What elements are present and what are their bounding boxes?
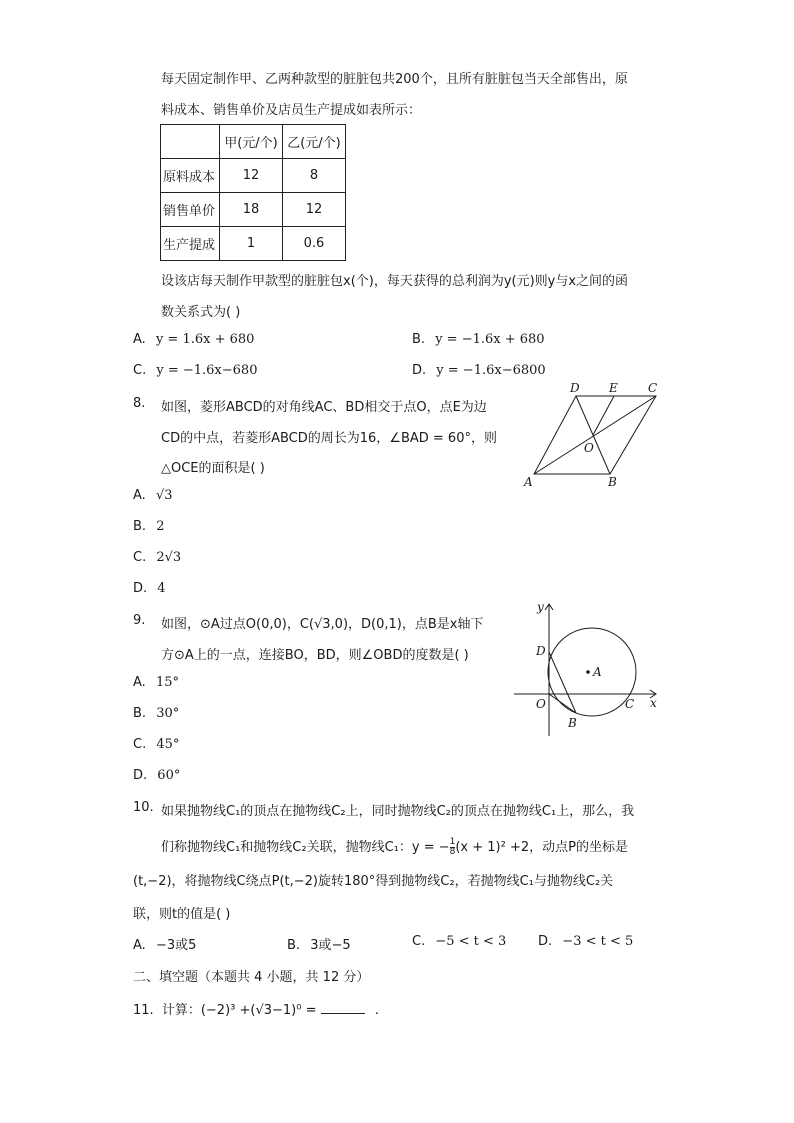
label-d: D <box>570 381 580 395</box>
q7-question-line2: 数关系式为( ) <box>161 305 241 320</box>
table-cell: 12 <box>283 193 346 227</box>
q7-option-c <box>133 363 257 378</box>
q10-number: 10. <box>133 800 154 815</box>
table-row <box>161 193 346 227</box>
option-letter: B. <box>133 519 147 534</box>
q7-intro-line1: 每天固定制作甲、乙两种款型的脏脏包共200个，且所有脏脏包当天全部售出，原 <box>161 72 628 87</box>
q11-text: 计算：(−2)³ +(√3−1)⁰ = <box>161 1003 321 1018</box>
option-letter: B. <box>133 706 147 721</box>
table-cell: 8 <box>283 159 346 193</box>
fraction-numerator: 1 <box>449 837 456 847</box>
option-text: −5 < t < 3 <box>435 934 507 949</box>
fraction-denominator: 8 <box>449 847 456 857</box>
option-letter: C. <box>412 934 426 949</box>
option-text: −3或5 <box>155 938 197 953</box>
table-cell: 销售单价 <box>161 193 220 227</box>
label-a: A <box>524 475 533 489</box>
label-b: B <box>568 716 577 730</box>
q7-option-d <box>412 363 546 378</box>
option-text: 4 <box>157 581 166 596</box>
option-text: √3 <box>155 488 173 503</box>
label-o: O <box>584 441 594 455</box>
option-letter: A. <box>133 332 146 347</box>
table-row <box>161 227 346 261</box>
q7-option-a <box>133 332 254 347</box>
label-e: E <box>609 381 618 395</box>
label-b: B <box>608 475 617 489</box>
q9-line1: 如图，⊙A过点O(0,0)，C(√3,0)，D(0,1)，点B是x轴下 <box>161 617 484 632</box>
center-point <box>586 670 590 674</box>
option-letter: A. <box>133 488 146 503</box>
option-text: 30° <box>156 706 180 721</box>
option-letter: D. <box>133 768 148 783</box>
option-letter: A. <box>133 675 146 690</box>
option-letter: C. <box>133 550 147 565</box>
answer-blank[interactable] <box>321 1001 365 1014</box>
q8-option-c <box>133 550 181 565</box>
section-heading: 二、填空题（本题共 4 小题，共 12 分） <box>133 970 370 985</box>
option-letter: B. <box>287 938 301 953</box>
q10-line2-start: 们称抛物线C₁和抛物线C₂关联，抛物线C₁：y = − <box>161 840 450 855</box>
option-letter: A. <box>133 938 146 953</box>
q10-option-a <box>133 934 196 953</box>
q7-option-b <box>412 332 545 347</box>
q9-option-d <box>133 768 180 783</box>
option-letter: C. <box>133 737 147 752</box>
q11-tail: . <box>374 1003 379 1018</box>
table-header-cell: 甲(元/个) <box>220 125 283 159</box>
label-d: D <box>536 644 546 658</box>
table-row <box>161 159 346 193</box>
option-letter: C. <box>133 363 147 378</box>
q11-number: 11. <box>133 1003 154 1018</box>
label-o: O <box>536 697 546 711</box>
label-y: y <box>537 600 544 614</box>
q8-option-d <box>133 581 166 596</box>
q11 <box>133 999 379 1018</box>
q10-line1: 如果抛物线C₁的顶点在抛物线C₂上，同时抛物线C₂的顶点在抛物线C₁上，那么，我 <box>161 804 635 819</box>
label-a: A <box>593 665 602 679</box>
option-text: 3或−5 <box>310 938 351 953</box>
option-text: 60° <box>157 768 181 783</box>
option-text: 2√3 <box>156 550 182 565</box>
table-cell: 0.6 <box>283 227 346 261</box>
q8-line3: △OCE的面积是( ) <box>161 461 265 476</box>
table-header-row <box>161 125 346 159</box>
option-text: 2 <box>156 519 165 534</box>
table-cell: 生产提成 <box>161 227 220 261</box>
q8-number: 8. <box>133 396 146 411</box>
option-text: −3 < t < 5 <box>562 934 634 949</box>
q9-number: 9. <box>133 613 146 628</box>
option-letter: D. <box>538 934 553 949</box>
rhombus-figure <box>518 380 668 490</box>
label-c: C <box>625 697 635 711</box>
table-cell: 原料成本 <box>161 159 220 193</box>
cost-table <box>160 124 346 261</box>
q10-line2 <box>161 836 628 857</box>
q8-line1: 如图，菱形ABCD的对角线AC、BD相交于点O，点E为边 <box>161 400 487 415</box>
q10-line4: 联，则t的值是( ) <box>133 907 231 922</box>
label-c: C <box>648 381 658 395</box>
q8-option-b <box>133 519 164 534</box>
q9-option-b <box>133 706 179 721</box>
q10-option-b <box>287 934 351 953</box>
q10-line3: (t,−2)，将抛物线C绕点P(t,−2)旋转180°得到抛物线C₂，若抛物线C₁与抛物线C₂关 <box>133 874 614 889</box>
table-cell: 12 <box>220 159 283 193</box>
option-letter: D. <box>133 581 148 596</box>
table-header-cell: 乙(元/个) <box>283 125 346 159</box>
q7-intro-line2: 料成本、销售单价及店员生产提成如表所示： <box>161 103 422 118</box>
q10-line2-end: (x + 1)² +2，动点P的坐标是 <box>455 840 628 855</box>
table-cell <box>161 125 220 159</box>
option-text: 45° <box>156 737 180 752</box>
q9-option-a <box>133 675 179 690</box>
circle-figure <box>510 596 665 742</box>
option-text: y = −1.6x + 680 <box>435 332 545 347</box>
label-x: x <box>650 696 657 710</box>
option-letter: D. <box>412 363 427 378</box>
q9-line2: 方⊙A上的一点，连接BO，BD，则∠OBD的度数是( ) <box>161 648 469 663</box>
q8-option-a <box>133 488 173 503</box>
q9-option-c <box>133 737 179 752</box>
option-text: y = 1.6x + 680 <box>155 332 255 347</box>
q7-question-line1: 设该店每天制作甲款型的脏脏包x(个)，每天获得的总利润为y(元)则y与x之间的函 <box>161 274 629 289</box>
option-letter: B. <box>412 332 426 347</box>
q8-line2: CD的中点，若菱形ABCD的周长为16，∠BAD = 60°，则 <box>161 431 497 446</box>
q10-option-c <box>412 934 506 949</box>
table-cell: 1 <box>220 227 283 261</box>
option-text: 15° <box>155 675 179 690</box>
diagonal-ac <box>534 396 656 474</box>
table-cell: 18 <box>220 193 283 227</box>
q10-option-d <box>538 934 633 949</box>
option-text: y = −1.6x−6800 <box>436 363 546 378</box>
option-text: y = −1.6x−680 <box>156 363 258 378</box>
